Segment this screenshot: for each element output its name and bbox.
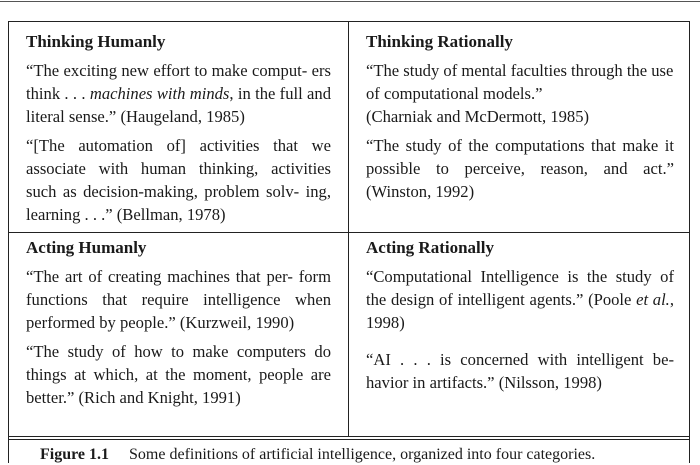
quote-poole-part2: , 1998) (366, 290, 674, 332)
quote-charniak-text: “The study of mental faculties through the use of computational models.” (366, 61, 674, 103)
cell-acting-humanly (26, 237, 331, 415)
cell-thinking-rationally (366, 31, 674, 209)
quote-poole (366, 265, 674, 334)
quote-haugeland-emphasis: machines with minds (89, 84, 230, 103)
spacer (366, 340, 674, 348)
quote-charniak (366, 59, 674, 128)
quote-haugeland-part1: “The exciting new effort to make comput- ers think . . . (26, 61, 331, 103)
caption-top-rule (8, 439, 690, 440)
quote-winston: “The study of the computations that make it possible to perceive, reason, and act.” (Winston, 1992) (366, 136, 674, 201)
figure-label: Figure 1.1 (40, 446, 110, 463)
heading-thinking-humanly: Thinking Humanly (26, 32, 166, 51)
heading-acting-humanly: Acting Humanly (26, 238, 147, 257)
heading-acting-rationally: Acting Rationally (366, 238, 494, 257)
quote-charniak-citation: (Charniak and McDermott, 1985) (366, 107, 590, 126)
cell-acting-rationally (366, 237, 674, 400)
figure-caption (40, 445, 595, 465)
heading-thinking-rationally: Thinking Rationally (366, 32, 513, 51)
quote-haugeland-part2: , in the full and literal sense.” (Haugeland, 1985) (26, 84, 331, 126)
top-rule (0, 1, 700, 2)
quote-kurzweil: “The art of creating machines that per- form functions that require intelligence when performed by people.” (Kurzweil, 1990) (26, 267, 331, 332)
quote-poole-emphasis: et al. (636, 290, 670, 309)
quote-haugeland (26, 59, 331, 128)
table-bottom-rule (8, 436, 690, 437)
table-column-divider (348, 22, 349, 436)
quote-nilsson: “AI . . . is concerned with intelligent be- havior in artifacts.” (Nilsson, 1998) (366, 350, 674, 392)
cell-thinking-humanly (26, 31, 331, 232)
quote-rich-knight: “The study of how to make computers do things at which, at the moment, people are better.” (Rich and Knight, 1991) (26, 342, 331, 407)
quote-poole-part1: “Computational Intelligence is the study of the design of intelligent agents.” (Poole (366, 267, 674, 309)
table-row-divider (8, 232, 690, 233)
figure-caption-text: Some definitions of artificial intelligence, organized into four categories. (129, 446, 596, 463)
quote-bellman: “[The automation of] activities that we associate with human thinking, activities such as decision-making, problem solv- ing, learning . . .” (Bellman, 1978) (26, 136, 331, 224)
